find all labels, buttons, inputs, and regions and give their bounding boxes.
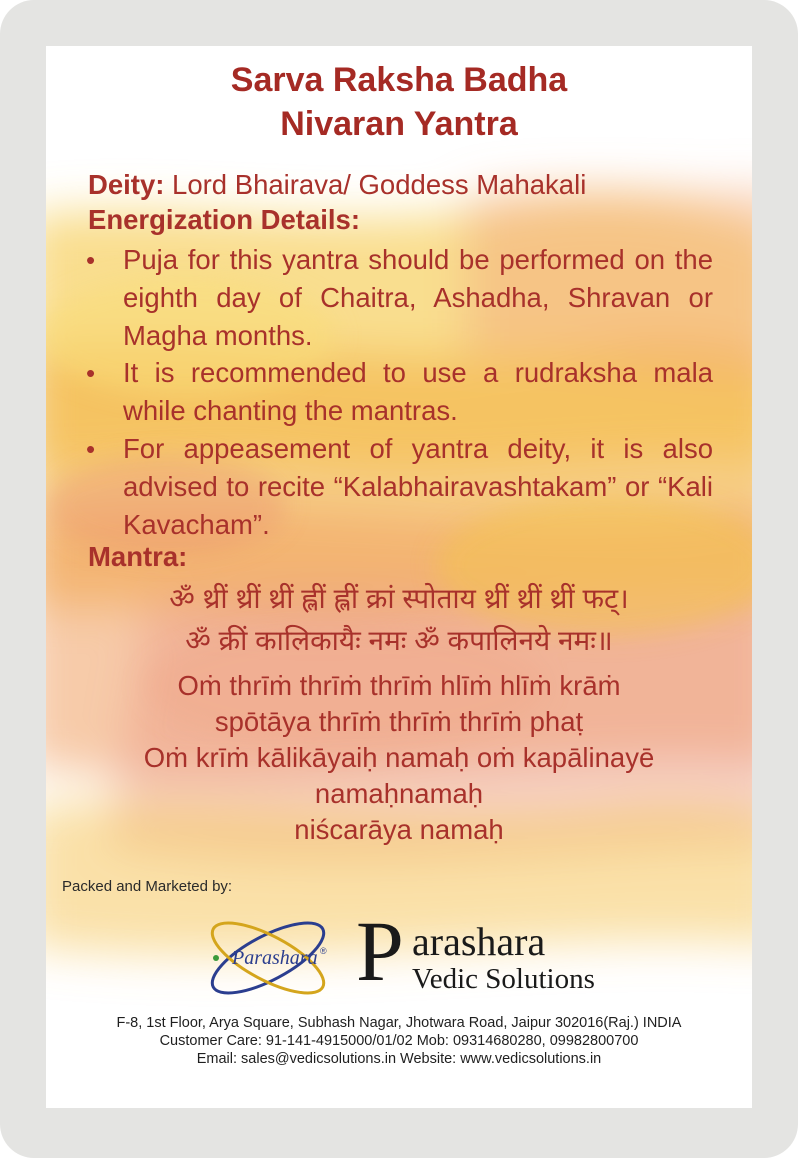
mantra-transliteration-3: Oṁ krīṁ kālikāyaiḥ namaḥ oṁ kapālinayē xyxy=(143,742,655,773)
emblem-text: Parashara xyxy=(232,947,318,969)
customer-care-line: Customer Care: 91-141-4915000/01/02 Mob: 09314680280, 09982800700 xyxy=(159,1033,639,1049)
parashara-emblem-logo xyxy=(202,908,342,1008)
brand-initial: P xyxy=(356,903,404,999)
energization-bullet-3: For appeasement of yantra deity, it is also advised to recite “Kalabhairavashtakam” or “Kali Kavacham”. xyxy=(123,433,713,540)
mantra-heading: Mantra: xyxy=(88,541,188,572)
bullet-marker: • xyxy=(86,245,96,275)
mantra-transliteration-1: Oṁ thrīṁ thrīṁ thrīṁ hlīṁ hlīṁ krāṁ xyxy=(177,670,621,701)
mantra-devanagari-2: ॐ क्रीं कालिकायैः नमः ॐ कपालिनये नमः॥ xyxy=(185,625,613,656)
brand-name: arashara xyxy=(412,919,546,964)
mantra-transliteration-2: spōtāya thrīṁ thrīṁ thrīṁ phaṭ xyxy=(214,706,584,737)
mantra-transliteration-4: namaḥnamaḥ xyxy=(314,778,484,809)
bullet-marker: • xyxy=(86,434,96,464)
title-line-2: Nivaran Yantra xyxy=(280,105,518,143)
bullet-marker: • xyxy=(86,358,96,388)
page-title xyxy=(46,58,752,146)
registered-mark: ® xyxy=(320,946,327,956)
deity-line xyxy=(88,168,586,202)
content-panel xyxy=(46,46,752,1108)
energization-bullet-2: It is recommended to use a rudraksha mala while chanting the mantras. xyxy=(123,357,713,426)
address-line: F-8, 1st Floor, Arya Square, Subhash Nagar, Jhotwara Road, Jaipur 302016(Raj.) INDIA xyxy=(116,1015,682,1031)
yantra-details xyxy=(46,46,752,1108)
mantra-devanagari-1: ॐ थ्रीं थ्रीं थ्रीं ह्लीं ह्लीं क्रां स्पोताय थ्रीं थ्रीं थ्रीं फट्। xyxy=(169,583,629,614)
deity-value: Lord Bhairava/ Goddess Mahakali xyxy=(172,169,587,200)
deity-label: Deity: xyxy=(88,169,165,200)
brand-subtitle: Vedic Solutions xyxy=(412,963,595,995)
energization-bullet-1: Puja for this yantra should be performed on the eighth day of Chaitra, Ashadha, Shravan or Magha months. xyxy=(123,244,713,351)
packed-by-label: Packed and Marketed by: xyxy=(62,878,233,895)
energization-heading: Energization Details: xyxy=(88,204,360,235)
title-line-1: Sarva Raksha Badha xyxy=(230,61,568,99)
mantra-transliteration-5: niścarāya namaḥ xyxy=(294,814,504,845)
contact-line: Email: sales@vedicsolutions.in Website: www.vedicsolutions.in xyxy=(196,1051,602,1067)
